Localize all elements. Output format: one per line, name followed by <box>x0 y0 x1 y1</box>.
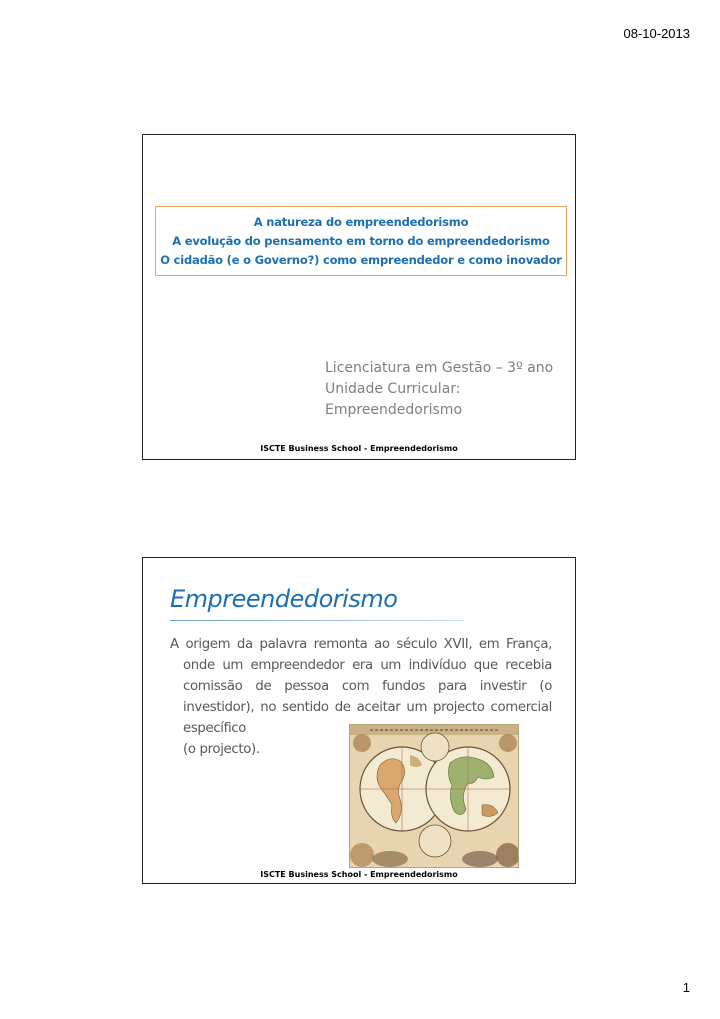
slide-1-title-line-3: O cidadão (e o Governo?) como empreendedor e como inovador <box>160 252 562 267</box>
world-map-image <box>349 724 519 868</box>
slide-1-title-line-1: A natureza do empreendedorismo <box>253 214 469 229</box>
slide-1-title-line-2: A evolução do pensamento em torno do empreendedorismo <box>172 233 550 248</box>
slide-2 <box>142 557 576 884</box>
slide-2-footer: ISCTE Business School - Empreendedorismo <box>260 870 458 879</box>
slide-1 <box>142 134 576 460</box>
world-map-illustration <box>350 725 519 868</box>
header-date: 08-10-2013 <box>623 26 690 41</box>
slide-1-subtitle-line-3: Empreendedorismo <box>325 402 463 418</box>
slide-2-body-paragraph: A origem da palavra remonta ao século XVII, em França, onde um empreendedor era um indivíduo que recebia comissão de pessoa com fundos para investir (o investidor), no sentido de aceitar um projecto comercial específico <box>170 637 552 736</box>
slide-2-body-continuation: (o projecto). <box>183 742 260 757</box>
slide-1-subtitle <box>325 359 570 422</box>
page-number: 1 <box>682 980 690 995</box>
slide-2-title-rule <box>170 620 463 621</box>
slide-1-subtitle-line-1: Licenciatura em Gestão – 3º ano <box>325 360 554 376</box>
slide-2-title: Empreendedorismo <box>170 585 398 613</box>
slide-1-title-box <box>155 206 567 276</box>
slide-1-subtitle-line-2: Unidade Curricular: <box>325 381 461 397</box>
slide-1-footer: ISCTE Business School - Empreendedorismo <box>260 444 458 453</box>
